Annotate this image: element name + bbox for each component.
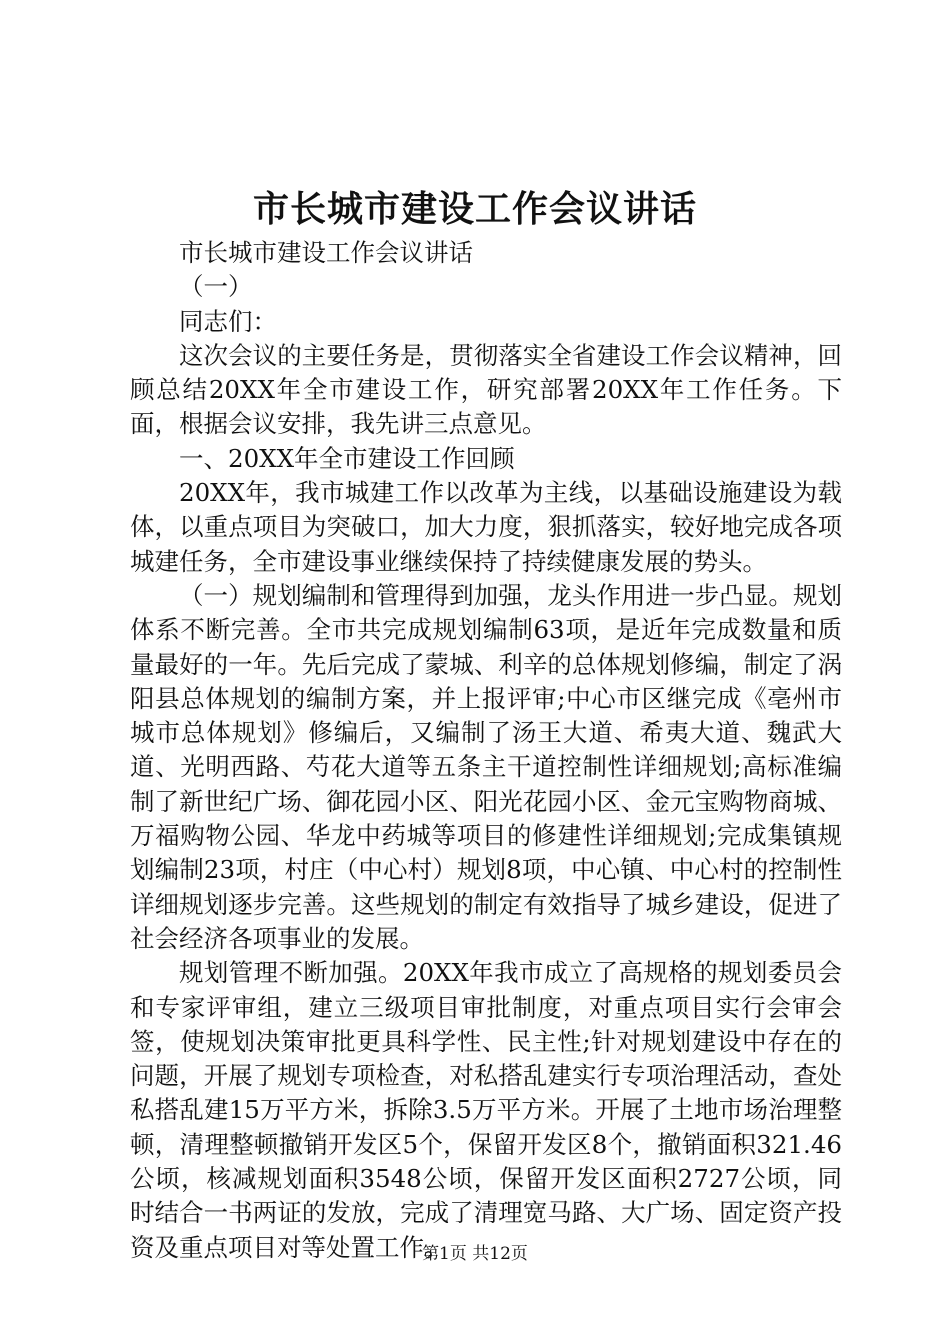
paragraph-part-number: （一） [179,272,253,302]
document-title: 市长城市建设工作会议讲话 [252,188,697,230]
document-body [130,236,842,1265]
paragraph-salutation: 同志们： [179,306,277,336]
paragraph-subtitle: 市长城市建设工作会议讲话 [179,238,473,267]
page-footer: 第1页 共12页 [422,1244,528,1264]
section-heading-review: 一、20XX年全市建设工作回顾 [179,443,515,473]
paragraph-planning-management: 规划管理不断加强。20XX年我市成立了高规格的规划委员会和专家评审组，建立三级项目审批制度，对重点项目实行会审会签，使规划决策审批更具科学性、民主性;针对规划建设中存在的问题，开展了规划专项检查，对私搭乱建实行专项治理活动，查处私搭乱建15万平方米，拆除3.5万平方米。开展了土地市场治理整顿，清理整顿撤销开发区5个，保留开发区8个，撤销面积321.46公顷，核减规划面积3548公顷，保留开发区面积2727公顷，同时结合一书两证的发放，完成了清理宽马路、大广场、固定资产投资及重点项目对等处置工作。 [130,958,842,1262]
paragraph-overview: 20XX年，我市城建工作以改革为主线，以基础设施建设为载体，以重点项目为突破口，加大力度，狠抓落实，较好地完成各项城建任务，全市建设事业继续保持了持续健康发展的势头。 [130,478,842,576]
paragraph-intro: 这次会议的主要任务是，贯彻落实全省建设工作会议精神，回顾总结20XX年全市建设工作，研究部署20XX年工作任务。下面，根据会议安排，我先讲三点意见。 [130,340,842,439]
paragraph-planning-system: （一）规划编制和管理得到加强，龙头作用进一步凸显。规划体系不断完善。全市共完成规划编制63项，是近年完成数量和质量最好的一年。先后完成了蒙城、利辛的总体规划修编，制定了涡阳县总体规划的编制方案，并上报评审;中心市区继完成《亳州市城市总体规划》修编后，又编制了汤王大道、希夷大道、魏武大道、光明西路、芍花大道等五条主干道控制性详细规划;高标准编制了新世纪广场、御花园小区、阳光花园小区、金元宝购物商城、万福购物公园、华龙中药城等项目的修建性详细规划;完成集镇规划编制23项，村庄（中心村）规划8项，中心镇、中心村的控制性详细规划逐步完善。这些规划的制定有效指导了城乡建设，促进了社会经济各项事业的发展。 [130,580,842,953]
